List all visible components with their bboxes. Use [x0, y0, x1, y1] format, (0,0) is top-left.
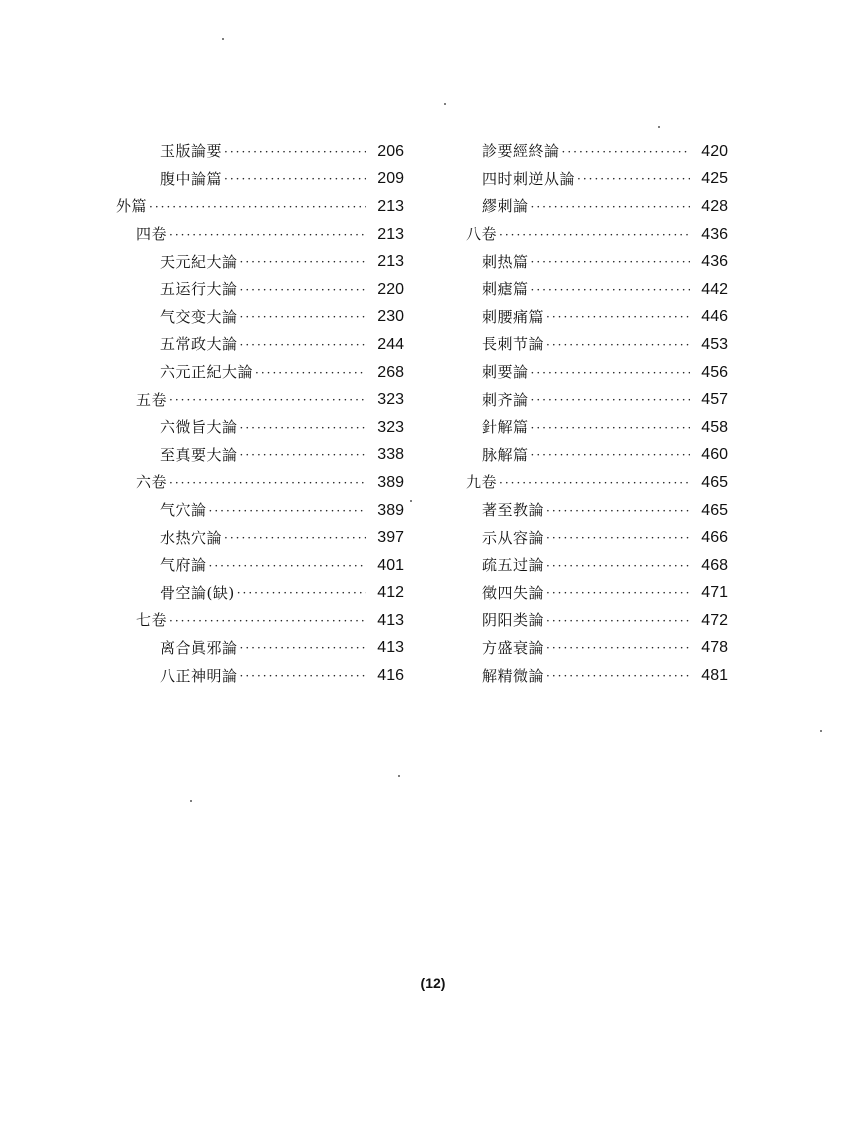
- toc-entry-page-number: 244: [377, 335, 404, 353]
- dot-leader: [531, 422, 690, 434]
- toc-entry: [466, 386, 728, 414]
- dot-leader: [546, 311, 690, 323]
- toc-entry: [116, 304, 404, 332]
- toc-entry: [116, 524, 404, 552]
- toc-entry: [116, 193, 404, 221]
- toc-entry-page-number: 401: [377, 556, 404, 574]
- dot-leader: [499, 229, 690, 241]
- toc-entry-title: 玉版論要: [160, 142, 223, 161]
- toc-entry: [116, 276, 404, 304]
- toc-entry: [466, 166, 728, 194]
- toc-entry-title: 脉解篇: [482, 445, 529, 464]
- scan-speck: [410, 500, 412, 502]
- toc-entry: [116, 607, 404, 635]
- toc-entry-title: 五常政大論: [160, 335, 238, 354]
- toc-entry-page-number: 323: [377, 418, 404, 436]
- toc-entry: [466, 304, 728, 332]
- toc-entry-title: 气府論: [160, 556, 207, 575]
- toc-entry: [466, 524, 728, 552]
- toc-entry: [466, 276, 728, 304]
- toc-entry-page-number: 458: [701, 418, 728, 436]
- toc-entry-page-number: 268: [377, 363, 404, 381]
- toc-entry-title: 診要經終論: [482, 142, 560, 161]
- dot-leader: [531, 394, 690, 406]
- dot-leader: [531, 284, 690, 296]
- toc-entry-title: 示从容論: [482, 528, 545, 547]
- toc-entry: [116, 331, 404, 359]
- dot-leader: [546, 532, 690, 544]
- dot-leader: [546, 642, 690, 654]
- toc-entry-page-number: 442: [701, 280, 728, 298]
- dot-leader: [224, 146, 366, 158]
- toc-entry: [116, 248, 404, 276]
- toc-entry-title: 刺瘧篇: [482, 280, 529, 299]
- dot-leader: [531, 367, 690, 379]
- dot-leader: [240, 670, 366, 682]
- toc-entry: [466, 248, 728, 276]
- toc-entry-title: 腹中論篇: [160, 169, 223, 188]
- toc-entry: [116, 166, 404, 194]
- toc-entry-title: 刺热篇: [482, 252, 529, 271]
- toc-entry-title: 六卷: [136, 473, 168, 492]
- toc-entry-title: 八正神明論: [160, 666, 238, 685]
- toc-entry-title: 四时刺逆从論: [482, 169, 576, 188]
- toc-entry-page-number: 416: [377, 667, 404, 685]
- dot-leader: [546, 615, 690, 627]
- toc-entry-title: 骨空論(缺): [160, 583, 235, 602]
- toc-entry-page-number: 456: [701, 363, 728, 381]
- toc-entry: [116, 580, 404, 608]
- scan-speck: [658, 126, 660, 128]
- toc-entry: [466, 607, 728, 635]
- toc-entry: [116, 221, 404, 249]
- toc-entry-title: 徵四失論: [482, 583, 545, 602]
- toc-entry-title: 刺齐論: [482, 390, 529, 409]
- toc-entry: [466, 580, 728, 608]
- toc-entry-page-number: 389: [377, 473, 404, 491]
- toc-entry-title: 長刺节論: [482, 335, 545, 354]
- toc-entry: [466, 359, 728, 387]
- toc-entry-title: 方盛衰論: [482, 638, 545, 657]
- toc-entry-page-number: 472: [701, 611, 728, 629]
- toc-entry-title: 五卷: [136, 390, 168, 409]
- dot-leader: [546, 587, 690, 599]
- page-number: (12): [420, 975, 446, 991]
- dot-leader: [169, 615, 366, 627]
- toc-entry: [466, 662, 728, 690]
- toc-entry-title: 天元紀大論: [160, 252, 238, 271]
- toc-entry-title: 八卷: [466, 225, 498, 244]
- toc-entry-page-number: 213: [377, 225, 404, 243]
- toc-entry-title: 刺腰痛篇: [482, 307, 545, 326]
- scan-speck: [444, 103, 446, 105]
- dot-leader: [255, 367, 366, 379]
- toc-entry: [466, 442, 728, 470]
- toc-entry-title: 五运行大論: [160, 280, 238, 299]
- toc-entry: [116, 386, 404, 414]
- dot-leader: [531, 256, 690, 268]
- toc-entry-page-number: 213: [377, 197, 404, 215]
- toc-entry-page-number: 465: [701, 501, 728, 519]
- dot-leader: [169, 229, 366, 241]
- toc-entry-page-number: 478: [701, 639, 728, 657]
- toc-entry: [116, 414, 404, 442]
- toc-entry-page-number: 338: [377, 446, 404, 464]
- dot-leader: [577, 173, 690, 185]
- toc-entry-page-number: 446: [701, 308, 728, 326]
- toc-entry-title: 著至教論: [482, 501, 545, 520]
- toc-entry-page-number: 460: [701, 446, 728, 464]
- toc-entry: [116, 552, 404, 580]
- toc-entry-title: 繆刺論: [482, 197, 529, 216]
- toc-entry: [116, 635, 404, 663]
- toc-entry: [116, 469, 404, 497]
- toc-entry-title: 气交变大論: [160, 307, 238, 326]
- dot-leader: [546, 670, 690, 682]
- toc-entry-title: 六微旨大論: [160, 418, 238, 437]
- toc-entry-page-number: 413: [377, 611, 404, 629]
- toc-entry-page-number: 436: [701, 225, 728, 243]
- dot-leader: [224, 173, 366, 185]
- dot-leader: [240, 339, 366, 351]
- toc-entry-page-number: 413: [377, 639, 404, 657]
- toc-entry: [466, 193, 728, 221]
- toc-entry-title: 解精微論: [482, 666, 545, 685]
- toc-entry: [116, 442, 404, 470]
- scan-speck: [222, 38, 224, 40]
- dot-leader: [546, 560, 690, 572]
- toc-entry-title: 六元正紀大論: [160, 363, 254, 382]
- toc-entry: [116, 662, 404, 690]
- toc-entry-title: 九卷: [466, 473, 498, 492]
- toc-entry-page-number: 471: [701, 584, 728, 602]
- toc-entry-page-number: 466: [701, 529, 728, 547]
- dot-leader: [562, 146, 690, 158]
- dot-leader: [240, 284, 366, 296]
- toc-entry: [466, 497, 728, 525]
- dot-leader: [240, 422, 366, 434]
- toc-entry-page-number: 420: [701, 142, 728, 160]
- dot-leader: [240, 642, 366, 654]
- dot-leader: [546, 505, 690, 517]
- toc-entry-page-number: 465: [701, 473, 728, 491]
- toc-entry-page-number: 397: [377, 529, 404, 547]
- toc-entry: [466, 138, 728, 166]
- toc-entry-title: 疏五过論: [482, 556, 545, 575]
- dot-leader: [546, 339, 690, 351]
- toc-entry-page-number: 453: [701, 335, 728, 353]
- dot-leader: [531, 201, 690, 213]
- toc-entry-page-number: 468: [701, 556, 728, 574]
- scan-speck: [398, 775, 400, 777]
- toc-entry: [116, 359, 404, 387]
- toc-entry-page-number: 412: [377, 584, 404, 602]
- toc-entry-title: 針解篇: [482, 418, 529, 437]
- toc-entry-page-number: 425: [701, 170, 728, 188]
- toc-entry-title: 气穴論: [160, 501, 207, 520]
- dot-leader: [209, 505, 366, 517]
- toc-entry-page-number: 230: [377, 308, 404, 326]
- toc-entry-title: 七卷: [136, 611, 168, 630]
- toc-entry: [116, 497, 404, 525]
- toc-entry-page-number: 436: [701, 253, 728, 271]
- dot-leader: [240, 311, 366, 323]
- toc-entry-title: 四卷: [136, 225, 168, 244]
- toc-entry-page-number: 457: [701, 391, 728, 409]
- toc-entry-page-number: 213: [377, 253, 404, 271]
- toc-entry-title: 阴阳类論: [482, 611, 545, 630]
- dot-leader: [531, 449, 690, 461]
- toc-entry: [466, 635, 728, 663]
- toc-entry-title: 至真要大論: [160, 445, 238, 464]
- toc-column-right: [466, 138, 728, 690]
- dot-leader: [499, 477, 690, 489]
- dot-leader: [169, 477, 366, 489]
- toc-entry-page-number: 209: [377, 170, 404, 188]
- dot-leader: [169, 394, 366, 406]
- toc-entry-page-number: 389: [377, 501, 404, 519]
- dot-leader: [209, 560, 366, 572]
- toc-entry-title: 外篇: [116, 197, 148, 216]
- scan-speck: [820, 730, 822, 732]
- toc-entry: [466, 331, 728, 359]
- toc-entry-page-number: 481: [701, 667, 728, 685]
- dot-leader: [224, 532, 366, 544]
- toc-column-left: [116, 138, 404, 690]
- dot-leader: [240, 256, 366, 268]
- toc-entry: [466, 469, 728, 497]
- toc-entry-title: 离合眞邪論: [160, 638, 238, 657]
- scan-speck: [190, 800, 192, 802]
- toc-entry-page-number: 220: [377, 280, 404, 298]
- toc-entry: [466, 414, 728, 442]
- toc-entry: [466, 221, 728, 249]
- toc-entry-page-number: 323: [377, 391, 404, 409]
- toc-entry: [116, 138, 404, 166]
- toc-entry-page-number: 428: [701, 197, 728, 215]
- toc-entry: [466, 552, 728, 580]
- toc-entry-title: 刺要論: [482, 363, 529, 382]
- dot-leader: [237, 587, 366, 599]
- toc-entry-page-number: 206: [377, 142, 404, 160]
- dot-leader: [149, 201, 366, 213]
- dot-leader: [240, 449, 366, 461]
- toc-entry-title: 水热穴論: [160, 528, 223, 547]
